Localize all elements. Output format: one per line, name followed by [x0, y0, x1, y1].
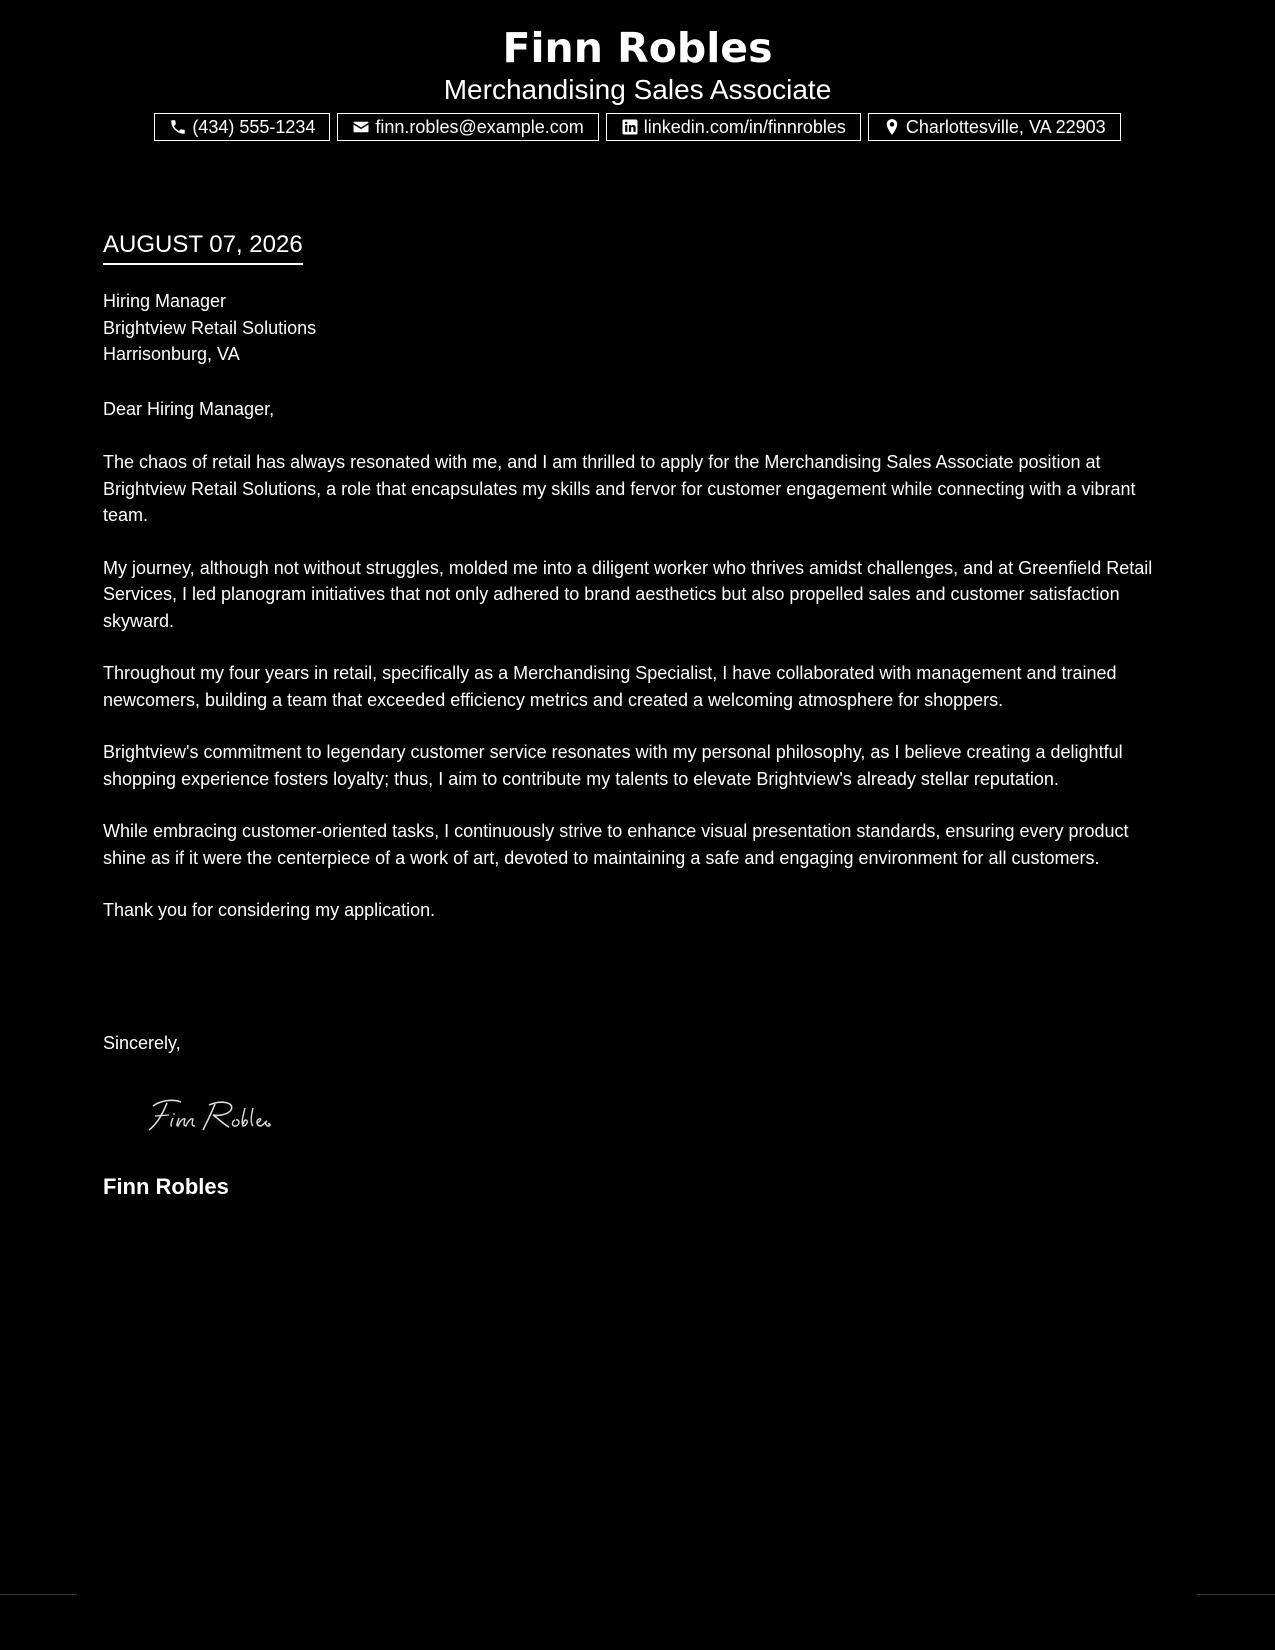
- body-paragraph: The chaos of retail has always resonated with me, and I am thrilled to apply for the Merchandising Sales Associate position at Brightview Retail Solutions, a role that encapsulates my skills and fervor for customer engagement while connecting with a vibrant team.: [103, 452, 1136, 525]
- contact-email[interactable]: [337, 113, 598, 141]
- letter-date: AUGUST 07, 2026: [103, 229, 303, 265]
- signature-image: [143, 1088, 323, 1138]
- linkedin-icon: [621, 118, 639, 136]
- contact-linkedin[interactable]: [606, 113, 861, 141]
- closing: Sincerely,: [103, 1033, 181, 1053]
- signed-name: Finn Robles: [103, 1174, 229, 1199]
- phone-icon: [169, 118, 187, 136]
- contact-email-text: finn.robles@example.com: [375, 116, 584, 137]
- letter-header: [0, 22, 1275, 106]
- body-paragraph: While embracing customer-oriented tasks, I continuously strive to enhance visual presentation standards, ensuring every product shine as if it were the centerpiece of a work of art, devoted to maintaining a safe and engaging environment for all customers.: [103, 821, 1129, 868]
- contact-location[interactable]: [868, 113, 1121, 141]
- contact-linkedin-text: linkedin.com/in/finnrobles: [643, 116, 846, 137]
- body-paragraph: Brightview's commitment to legendary customer service resonates with my personal philosophy, as I believe creating a delightful shopping experience fosters loyalty; thus, I aim to contribute my talents to elevate Brightview's already stellar reputation.: [103, 742, 1123, 789]
- envelope-icon: [352, 118, 370, 136]
- map-pin-icon: [883, 118, 901, 136]
- body-paragraph: My journey, although not without struggles, molded me into a diligent worker who thrives amidst challenges, and at Greenfield Retail Services, I led planogram initiatives that not only adhered to brand aesthetics but also propelled sales and customer satisfaction skyward.: [103, 557, 1153, 631]
- contact-bar: [0, 113, 1275, 141]
- footer-divider-right: [1197, 1594, 1275, 1595]
- contact-phone[interactable]: [154, 113, 330, 141]
- recipient-block: [103, 288, 1173, 368]
- recipient-location: Harrisonburg, VA: [103, 344, 240, 364]
- body-paragraph: Thank you for considering my application.: [103, 900, 436, 920]
- body-paragraph: Throughout my four years in retail, specifically as a Merchandising Specialist, I have collaborated with management and trained newcomers, building a team that exceeded efficiency metrics and created a welcoming atmosphere for shoppers.: [103, 663, 1117, 710]
- salutation: Dear Hiring Manager,: [103, 399, 275, 419]
- applicant-role: Merchandising Sales Associate: [443, 74, 832, 105]
- recipient-company: Brightview Retail Solutions: [103, 317, 317, 338]
- footer-divider-left: [0, 1594, 77, 1595]
- letter-body: [103, 449, 1173, 950]
- applicant-name: Finn Robles: [502, 24, 773, 72]
- contact-location-text: Charlottesville, VA 22903: [905, 116, 1106, 137]
- recipient-title: Hiring Manager: [103, 291, 227, 311]
- contact-phone-text: (434) 555-1234: [192, 116, 316, 137]
